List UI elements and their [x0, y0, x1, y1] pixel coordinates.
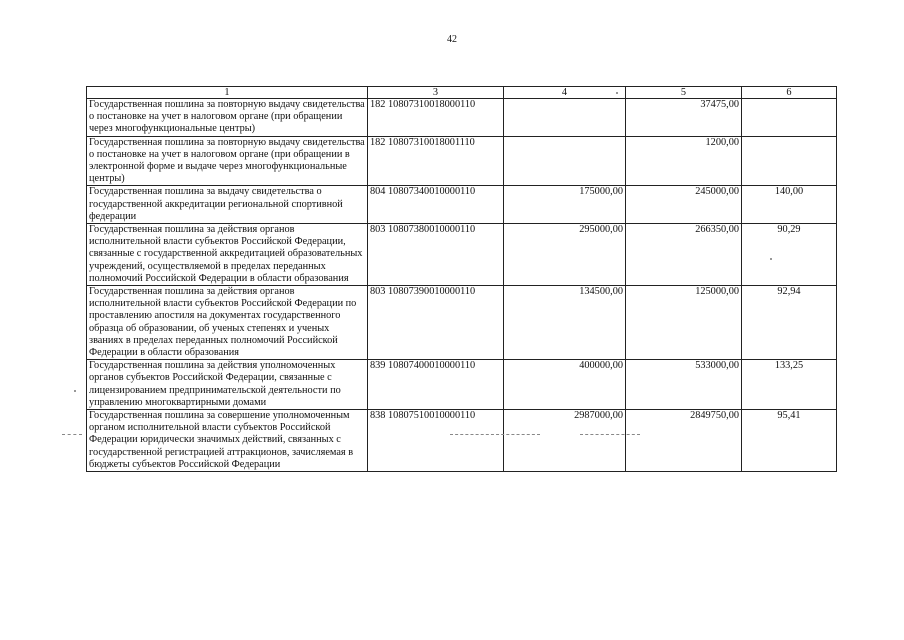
- fee-description: Государственная пошлина за повторную выдачу свидетельства о постановке на учет в налоговом органе (при обращении через многофункциональные центры): [87, 99, 368, 137]
- column-header: 1: [87, 87, 368, 99]
- fee-description: Государственная пошлина за действия органов исполнительной власти субъектов Российской Федерации, связанные с государственной аккредитацией образовательных учреждений, осуществляемой в пределах переданных полномочий Российской Федерации в области образования: [87, 224, 368, 286]
- amount-col5: 125000,00: [626, 286, 742, 360]
- scan-artifact-speck: [770, 258, 772, 260]
- amount-col4: [504, 136, 626, 186]
- table-row: [87, 360, 837, 410]
- table-row: [87, 224, 837, 286]
- table-row: [87, 410, 837, 472]
- budget-code: 182 10807310018001110: [368, 136, 504, 186]
- budget-code: 182 10807310018000110: [368, 99, 504, 137]
- fee-description: Государственная пошлина за повторную выдачу свидетельства о постановке на учет в налоговом органе (при обращении в электронной форме и выдаче через многофункциональные центры): [87, 136, 368, 186]
- percent-col6: 95,41: [742, 410, 837, 472]
- budget-code: 803 10807390010000110: [368, 286, 504, 360]
- table-row: [87, 99, 837, 137]
- amount-col5: 2849750,00: [626, 410, 742, 472]
- table-row: [87, 136, 837, 186]
- amount-col4: 2987000,00: [504, 410, 626, 472]
- column-header: 6: [742, 87, 837, 99]
- table-row: [87, 286, 837, 360]
- scan-artifact-speck: [74, 390, 76, 392]
- budget-code: 838 10807510010000110: [368, 410, 504, 472]
- column-header: 3: [368, 87, 504, 99]
- column-header: 4: [504, 87, 626, 99]
- amount-col5: 266350,00: [626, 224, 742, 286]
- amount-col5: 245000,00: [626, 186, 742, 224]
- table-row: [87, 186, 837, 224]
- fee-description: Государственная пошлина за выдачу свидетельства о государственной аккредитации региональной спортивной федерации: [87, 186, 368, 224]
- percent-col6: 92,94: [742, 286, 837, 360]
- percent-col6: 90,29: [742, 224, 837, 286]
- budget-code: 839 10807400010000110: [368, 360, 504, 410]
- fee-description: Государственная пошлина за действия уполномоченных органов субъектов Российской Федерации, связанные с лицензированием предпринимательской деятельности по управлению многоквартирными домами: [87, 360, 368, 410]
- amount-col4: 175000,00: [504, 186, 626, 224]
- amount-col5: 1200,00: [626, 136, 742, 186]
- scan-artifact-dash: [450, 434, 540, 435]
- percent-col6: [742, 99, 837, 137]
- scan-artifact-speck: [616, 92, 618, 94]
- fee-description: Государственная пошлина за действия органов исполнительной власти субъектов Российской Федерации по проставлению апостиля на документах государственного образца об образовании, об ученых степенях и ученых званиях в пределах переданных полномочий Российской Федерации в области образования: [87, 286, 368, 360]
- amount-col4: [504, 99, 626, 137]
- fee-description: Государственная пошлина за совершение уполномоченным органом исполнительной власти субъектов Российской Федерации юридически значимых действий, связанных с государственной регистрацией аттракционов, зачисляемая в бюджеты субъектов Российской Федерации: [87, 410, 368, 472]
- revenue-table: [86, 86, 837, 472]
- amount-col4: 400000,00: [504, 360, 626, 410]
- amount-col4: 134500,00: [504, 286, 626, 360]
- page-number: 42: [447, 34, 457, 45]
- percent-col6: 140,00: [742, 186, 837, 224]
- table-header-row: [87, 87, 837, 99]
- amount-col5: 533000,00: [626, 360, 742, 410]
- scan-artifact-dash: [62, 434, 82, 435]
- percent-col6: 133,25: [742, 360, 837, 410]
- column-header: 5: [626, 87, 742, 99]
- amount-col4: 295000,00: [504, 224, 626, 286]
- scan-artifact-dash: [580, 434, 640, 435]
- budget-code: 803 10807380010000110: [368, 224, 504, 286]
- budget-code: 804 10807340010000110: [368, 186, 504, 224]
- percent-col6: [742, 136, 837, 186]
- amount-col5: 37475,00: [626, 99, 742, 137]
